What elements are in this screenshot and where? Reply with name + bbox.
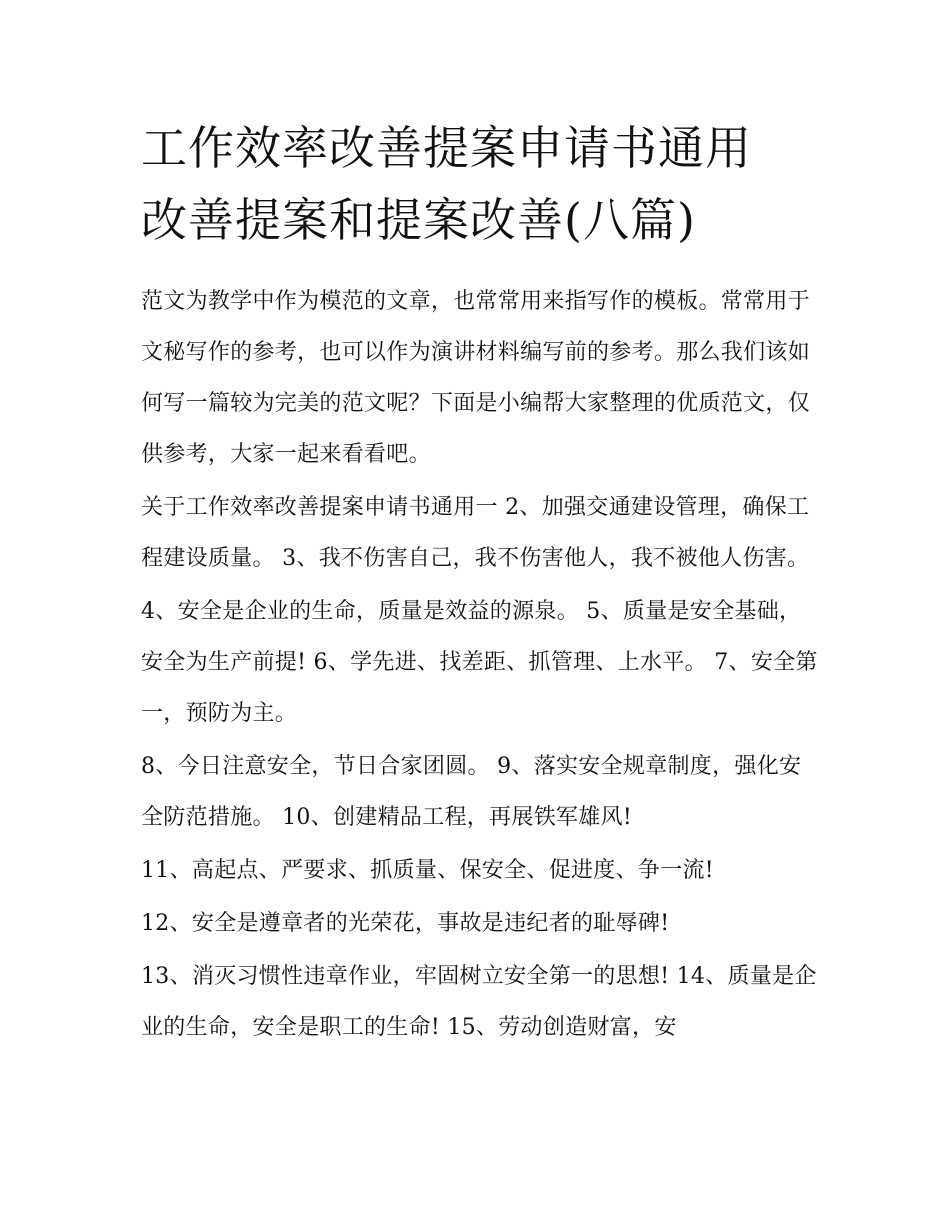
body-paragraph: 关于工作效率改善提案申请书通用一 2、加强交通建设管理，确保工程建设质量。 3、我不伤害自己，我不伤害他人，我不被他人伤害。 <box>141 495 810 571</box>
document-title: 工作效率改善提案申请书通用 改善提案和提案改善(八篇) <box>141 121 752 247</box>
body-paragraph: 11、高起点、严要求、抓质量、保安全、促进度、争一流! <box>141 858 714 883</box>
body-paragraph: 12、安全是遵章者的光荣花，事故是违纪者的耻辱碑! <box>141 911 670 936</box>
intro-paragraph: 范文为教学中作为模范的文章，也常常用来指写作的模板。常常用于文秘写作的参考，也可以作为演讲材料编写前的参考。那么我们该如何写一篇较为完美的范文呢？下面是小编帮大家整理的优质范文，仅供参考，大家一起来看看吧。 <box>141 289 811 467</box>
body-paragraph: 4、安全是企业的生命，质量是效益的源泉。 5、质量是安全基础，安全为生产前提! 6、学先进、找差距、抓管理、上水平。 7、安全第一，预防为主。 <box>141 599 818 726</box>
body-paragraph: 8、今日注意安全，节日合家团圆。 9、落实安全规章制度，强化安全防范措施。 10、创建精品工程，再展铁军雄风! <box>141 754 802 830</box>
body-paragraph: 13、消灭习惯性违章作业，牢固树立安全第一的思想! 14、质量是企业的生命，安全是职工的生命! 15、劳动创造财富，安 <box>141 964 817 1040</box>
document-body <box>141 112 821 1055</box>
